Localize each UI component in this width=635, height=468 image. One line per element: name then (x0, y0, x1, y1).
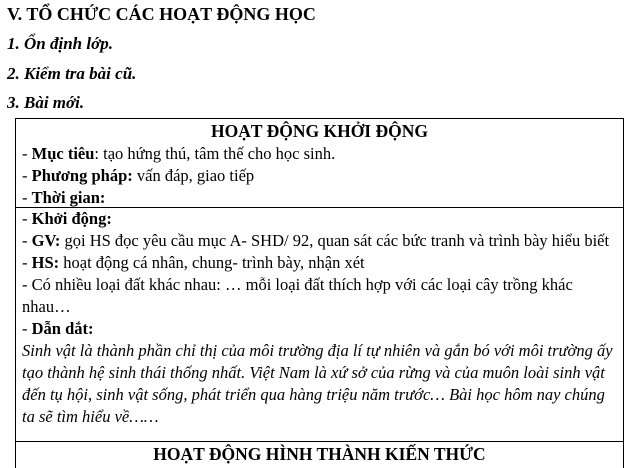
step-on-dinh-lop: 1. Ổn định lớp. (7, 34, 113, 53)
section-title: V. TỔ CHỨC CÁC HOẠT ĐỘNG HỌC (7, 4, 316, 24)
khoi-dong-title: HOẠT ĐỘNG KHỞI ĐỘNG (211, 121, 428, 141)
hinh-thanh-kien-thuc-title: HOẠT ĐỘNG HÌNH THÀNH KIẾN THỨC (153, 444, 486, 464)
dan-dat-paragraph: Sinh vật là thành phần chỉ thị của môi trường địa lí tự nhiên và gắn bó với môi trường ấy tạo thành hệ sinh thái thống nhất. Việt Nam là xứ sở của rừng và của muôn loài sinh vật đến tụ hội, sinh vật sống, phát triển qua hàng triệu năm trước… Bài học hôm nay chúng ta sẽ tìm hiểu về…… (22, 341, 613, 426)
khoi-dong-line: - Khởi động: (22, 209, 112, 228)
gv-text: gọi HS đọc yêu cầu mục A- SHD/ 92, quan sát các bức tranh và trình bày hiểu biết (60, 231, 610, 250)
khoi-dong-label: Khởi động: (31, 209, 112, 228)
hinh-thanh-kien-thuc-box (15, 442, 624, 468)
note-line: - Có nhiều loại đất khác nhau: … mỗi loại đất thích hợp với các loại cây trồng khác nhau… (22, 275, 573, 316)
thoi-gian-label: Thời gian: (31, 188, 106, 207)
dan-dat-line: - Dẫn dắt: (22, 319, 94, 338)
khoi-dong-content-box (15, 208, 624, 442)
muc-tieu-line: - Mục tiêu: tạo hứng thú, tâm thế cho học sinh. (22, 144, 336, 163)
gv-label: GV: (31, 231, 61, 250)
hs-text: hoạt động cá nhân, chung- trình bày, nhận xét (59, 253, 365, 272)
step-bai-moi: 3. Bài mới. (7, 93, 85, 112)
muc-tieu-text: : tạo hứng thú, tâm thế cho học sinh. (94, 144, 336, 163)
khoi-dong-header-box (15, 118, 624, 208)
hs-label: HS: (31, 253, 60, 272)
phuong-phap-line: - Phương pháp: vấn đáp, giao tiếp (22, 166, 255, 185)
phuong-phap-label: Phương pháp: (31, 166, 133, 185)
phuong-phap-text: vấn đáp, giao tiếp (132, 166, 255, 185)
gv-line: - GV: gọi HS đọc yêu cầu mục A- SHD/ 92, quan sát các bức tranh và trình bày hiểu biết (22, 231, 610, 250)
dan-dat-label: Dẫn dắt: (31, 319, 94, 338)
step-kiem-tra-bai-cu: 2. Kiểm tra bài cũ. (7, 64, 137, 83)
muc-tieu-label: Mục tiêu (31, 144, 95, 163)
thoi-gian-line: - Thời gian: (22, 188, 106, 207)
hs-line: - HS: hoạt động cá nhân, chung- trình bày, nhận xét (22, 253, 365, 272)
